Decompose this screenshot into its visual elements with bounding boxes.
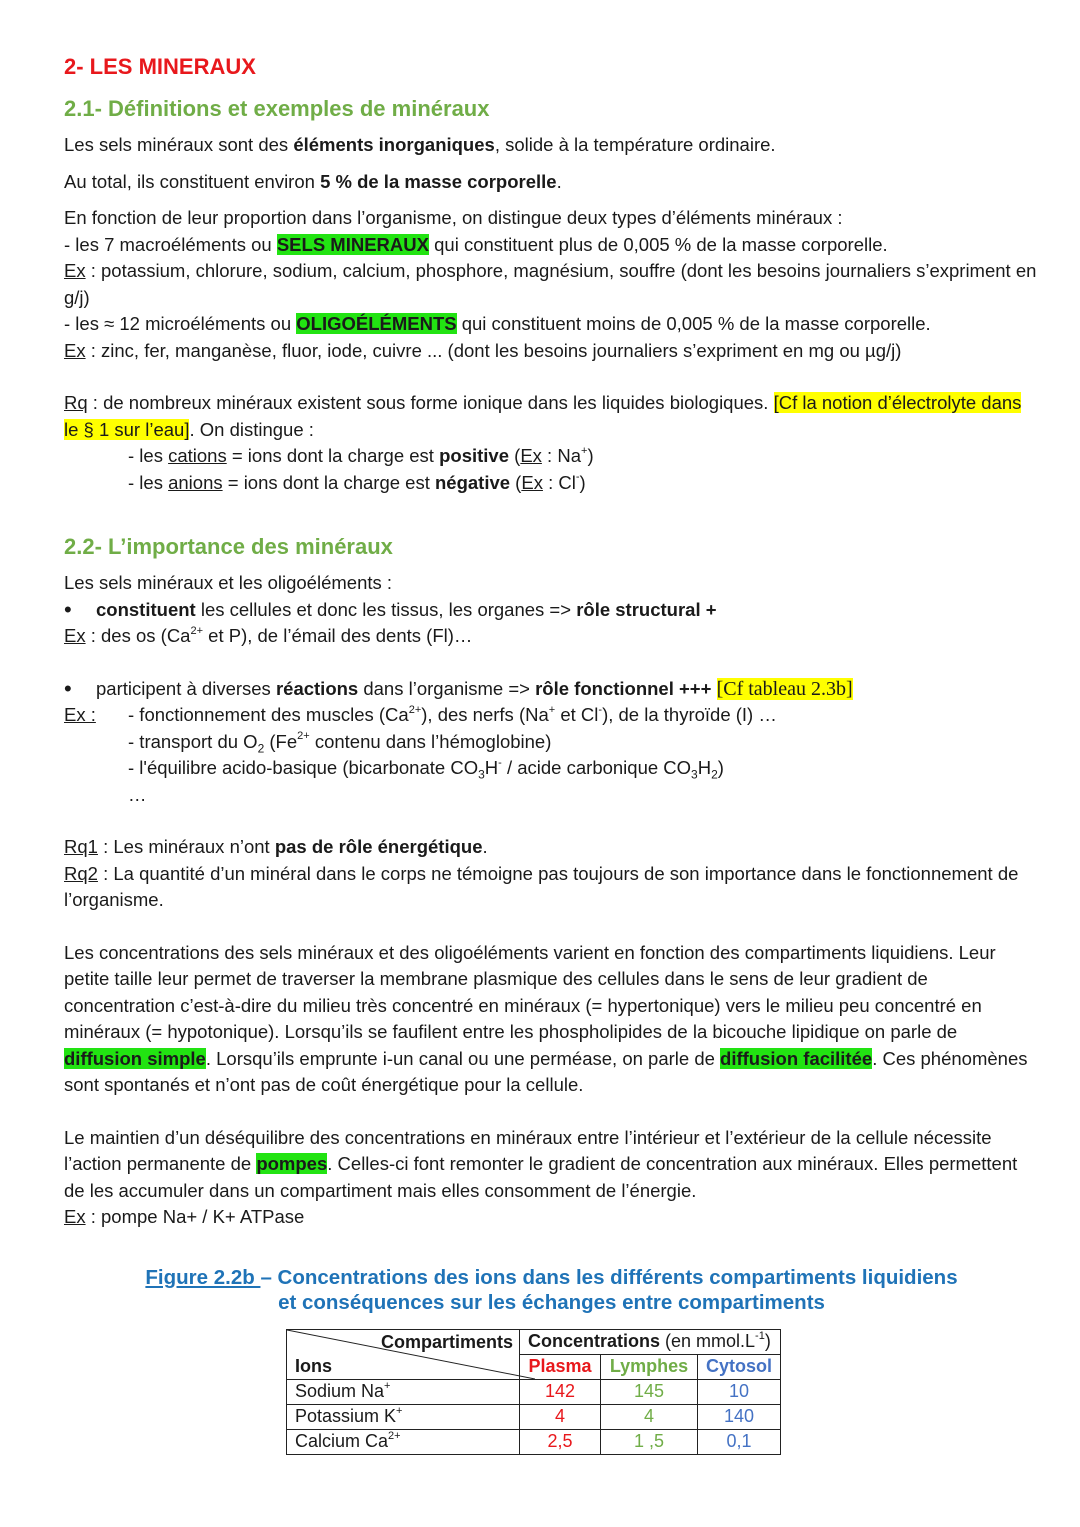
section-title: 2- LES MINERAUX — [64, 54, 256, 79]
text: - les 7 macroéléments ou — [64, 233, 277, 255]
text: / acide carbonique CO — [501, 757, 692, 778]
unit-text: (en mmol.L — [660, 1331, 756, 1351]
ex-label: Ex — [64, 1206, 86, 1227]
text: : potassium, chlorure, sodium, calcium, phosphore, magnésium, souffre (dont les besoins journaliers s’expriment en g/j) — [64, 260, 1037, 308]
ion-concentration-table — [286, 1329, 781, 1455]
text: H — [484, 757, 499, 778]
types-intro: En fonction de leur proportion dans l’organisme, on distingue deux types d’éléments minéraux : — [64, 207, 843, 228]
highlight-sels-mineraux: SELS MINERAUX — [276, 233, 429, 255]
subsection-title-importance: 2.2- L’importance des minéraux — [64, 534, 393, 559]
text: ), de la thyroïde (I) … — [602, 704, 777, 725]
text: - fonctionnement des muscles (Ca — [128, 704, 409, 725]
highlight-diffusion-simple: diffusion simple — [64, 1047, 206, 1069]
figure-title-line-1 — [64, 1265, 1039, 1290]
header-concentrations — [520, 1329, 781, 1354]
value-lymphes: 4 — [601, 1404, 698, 1429]
macro-example — [64, 258, 1039, 311]
text: : Les minéraux n’ont — [97, 836, 275, 857]
text: - les — [128, 471, 169, 493]
text: - les ≈ 12 microéléments ou — [64, 313, 297, 334]
paragraph-concentrations — [64, 940, 1039, 1099]
figure-title — [64, 1265, 1039, 1315]
ion-name: Potassium K — [295, 1406, 397, 1426]
pumps-text — [64, 1125, 1039, 1205]
rq-label: Rq — [64, 392, 88, 413]
text: (Fe — [264, 730, 298, 752]
value-plasma: 4 — [520, 1404, 601, 1429]
text: . Celles-ci font remonter le gradient de concentration aux minéraux. Elles permettent de les accumuler dans un compartiment mais elles consomment de l’énergie. — [64, 1153, 1018, 1201]
charge: 2+ — [388, 1430, 401, 1442]
paragraph-mass — [64, 169, 1039, 196]
bold-term: positive — [439, 445, 510, 466]
text: qui constituent plus de 0,005 % de la masse corporelle. — [428, 233, 888, 255]
bold-term: réactions — [275, 677, 359, 699]
text: les cellules et donc les tissus, les organes => — [195, 598, 577, 620]
text: ) — [717, 757, 724, 778]
ion-name: Sodium Na — [295, 1381, 385, 1401]
micro-line — [64, 311, 1039, 338]
table-row — [287, 1429, 781, 1454]
text: : des os (Ca — [85, 625, 191, 646]
ex-label: Ex — [521, 471, 543, 493]
charge: 2+ — [190, 624, 204, 637]
text: - transport du O — [128, 730, 258, 752]
example-transport — [128, 729, 777, 756]
text: Le maintien d’un déséquilibre des concentrations en minéraux entre l’intérieur et l’extérieur de la cellule nécessite l’action permanente de — [64, 1126, 992, 1174]
charge: - — [498, 756, 502, 769]
highlight-pompes: pompes — [256, 1153, 328, 1174]
table-row — [287, 1404, 781, 1429]
column-header-lymphes: Lymphes — [601, 1354, 698, 1379]
remark-2 — [64, 861, 1039, 914]
text: Les sels minéraux sont des — [64, 134, 294, 155]
ex-label: Ex — [64, 625, 86, 646]
highlight-table-ref: [Cf tableau 2.3b] — [716, 677, 853, 700]
ion: Na — [557, 445, 581, 466]
charge: + — [548, 703, 556, 716]
ion-cell — [287, 1379, 520, 1404]
importance-block — [64, 570, 1039, 808]
subscript: 2 — [257, 741, 265, 756]
bold-term: pas de rôle énergétique — [274, 836, 483, 857]
macro-line — [64, 232, 1039, 259]
text: - les — [128, 445, 169, 466]
remarks-block — [64, 834, 1039, 914]
charge: + — [384, 1380, 391, 1392]
text: dans l’organisme => — [358, 677, 536, 699]
highlight-electrolyte-ref: [Cf la notion d’électrolyte dans le § 1 sur l’eau] — [64, 392, 1022, 440]
subscript: 3 — [691, 767, 698, 782]
ex-label: Ex — [64, 260, 86, 281]
subscript: 2 — [711, 767, 718, 782]
header-ions: Ions — [295, 1355, 333, 1376]
text: : zinc, fer, manganèse, fluor, iode, cuivre ... (dont les besoins journaliers s’expriment en mg ou µg/j) — [85, 339, 902, 361]
ex-label-col — [64, 702, 128, 808]
column-header-plasma: Plasma — [520, 1354, 601, 1379]
text: . Ces phénomènes sont spontanés et n’ont pas de coût énergétique pour la cellule. — [64, 1047, 1028, 1095]
bold-term: rôle fonctionnel +++ — [535, 677, 712, 699]
example-acid-base — [128, 755, 777, 782]
text: et Cl — [555, 704, 599, 725]
ex-label: Ex — [64, 339, 86, 361]
bold-term: éléments inorganiques — [293, 134, 495, 155]
cations-line: - les cations = ions dont la charge est positive (Ex : Na+) — [128, 444, 594, 466]
paragraph-pumps — [64, 1125, 1039, 1231]
ion-cell — [287, 1404, 520, 1429]
text: = ions dont la charge est — [226, 445, 440, 466]
ion-name: Calcium Ca — [295, 1431, 389, 1451]
rq-label: Rq1 — [64, 836, 98, 857]
text: qui constituent moins de 0,005 % de la masse corporelle. — [456, 313, 931, 334]
bullet-functional — [64, 676, 1039, 703]
value-cytosol: 140 — [698, 1404, 781, 1429]
exponent: -1 — [755, 1330, 765, 1342]
bold-term: constituent — [96, 598, 196, 620]
bold-term: Concentrations — [528, 1331, 661, 1351]
value-plasma: 142 — [520, 1379, 601, 1404]
text: H — [697, 757, 712, 778]
text: . — [482, 836, 488, 857]
bold-term: 5 % de la masse corporelle — [320, 170, 557, 192]
bold-term: rôle structural + — [576, 598, 717, 620]
table-row — [287, 1379, 781, 1404]
figure-label: Figure 2.2b — [145, 1265, 261, 1289]
figure-title-line-2: et conséquences sur les échanges entre compartiments — [278, 1290, 825, 1314]
text: participent à diverses — [96, 677, 276, 699]
charge: 2+ — [408, 703, 422, 716]
bold-term: négative — [434, 471, 511, 493]
ex-label: Ex : — [64, 704, 96, 725]
charge: 2+ — [297, 730, 310, 743]
text: . On distingue : — [189, 418, 314, 440]
text: ) — [764, 1331, 771, 1351]
figure-title-text: – Concentrations des ions dans les différents compartiments liquidiens — [260, 1265, 958, 1289]
importance-intro: Les sels minéraux et les oligoéléments : — [64, 572, 393, 593]
text: : La quantité d’un minéral dans le corps ne témoigne pas toujours de son importance dans le fonctionnement de l’organisme. — [64, 862, 1019, 910]
pumps-example — [64, 1204, 1039, 1231]
text: Au total, ils constituent environ — [64, 170, 321, 192]
subscript: 3 — [478, 767, 485, 782]
value-cytosol: 10 — [698, 1379, 781, 1404]
text: - l'équilibre acido-basique (bicarbonate CO — [128, 757, 479, 778]
charge: + — [581, 444, 588, 457]
remark-1 — [64, 834, 1039, 861]
example-muscles — [128, 702, 777, 729]
text: : de nombreux minéraux existent sous forme ionique dans les liquides biologiques. — [87, 392, 774, 413]
highlight-oligoelements: OLIGOÉLÉMENTS — [296, 313, 457, 334]
charge: + — [396, 1405, 403, 1417]
remark-ions — [64, 390, 1039, 496]
highlight-diffusion-facilitee: diffusion facilitée — [720, 1047, 873, 1069]
value-lymphes: 1 ,5 — [601, 1429, 698, 1454]
micro-example — [64, 338, 1039, 365]
term-anions: anions — [168, 471, 223, 493]
text: contenu dans l’hémoglobine) — [309, 730, 552, 752]
text: : pompe Na+ / K+ ATPase — [85, 1206, 305, 1227]
ion-cell — [287, 1429, 520, 1454]
text: . Lorsqu’ils emprunte i-un canal ou une perméase, on parle de — [205, 1047, 721, 1069]
anions-line: - les anions = ions dont la charge est négative (Ex : Cl-) — [128, 471, 586, 493]
text: , solide à la température ordinaire. — [494, 134, 776, 155]
text: et P), de l’émail des dents (Fl)… — [203, 625, 473, 646]
header-compartiments: Compartiments — [380, 1331, 513, 1352]
text: . — [556, 170, 562, 192]
remark-line — [64, 390, 1039, 443]
example-ellipsis: … — [128, 783, 147, 805]
value-plasma: 2,5 — [520, 1429, 601, 1454]
table-corner-cell — [287, 1329, 520, 1379]
rq-label: Rq2 — [64, 862, 98, 884]
paragraph-types — [64, 205, 1039, 364]
bullet-structural — [64, 597, 1039, 624]
value-cytosol: 0,1 — [698, 1429, 781, 1454]
text: Les concentrations des sels minéraux et des oligoéléments varient en fonction des compartiments liquidiens. Leur petite taille leur permet de traverser la membrane plasmique des cellules dans le sens de leur gradient de concentration c’est-à-dire du milieu très concentré en minéraux (= hypertonique) vers le milieu peu concentré en minéraux (= hypotonique). Lorsqu’ils se faufilent entre les phospholipides de la bicouche lipidique on parle de — [64, 941, 996, 1042]
text: = ions dont la charge est — [222, 471, 435, 493]
ex-label: Ex — [520, 445, 542, 466]
value-lymphes: 145 — [601, 1379, 698, 1404]
charge: - — [575, 471, 580, 484]
text: ), des nerfs (Na — [421, 704, 549, 725]
document-page — [64, 52, 1039, 1455]
column-header-cytosol: Cytosol — [698, 1354, 781, 1379]
functional-example-list — [128, 702, 777, 808]
paragraph-definition — [64, 132, 1039, 159]
functional-examples — [64, 702, 1039, 808]
ion: Cl — [558, 471, 576, 493]
charge: - — [598, 703, 603, 716]
term-cations: cations — [168, 445, 227, 466]
subsection-title-definitions: 2.1- Définitions et exemples de minéraux — [64, 96, 490, 121]
structural-example — [64, 623, 1039, 650]
